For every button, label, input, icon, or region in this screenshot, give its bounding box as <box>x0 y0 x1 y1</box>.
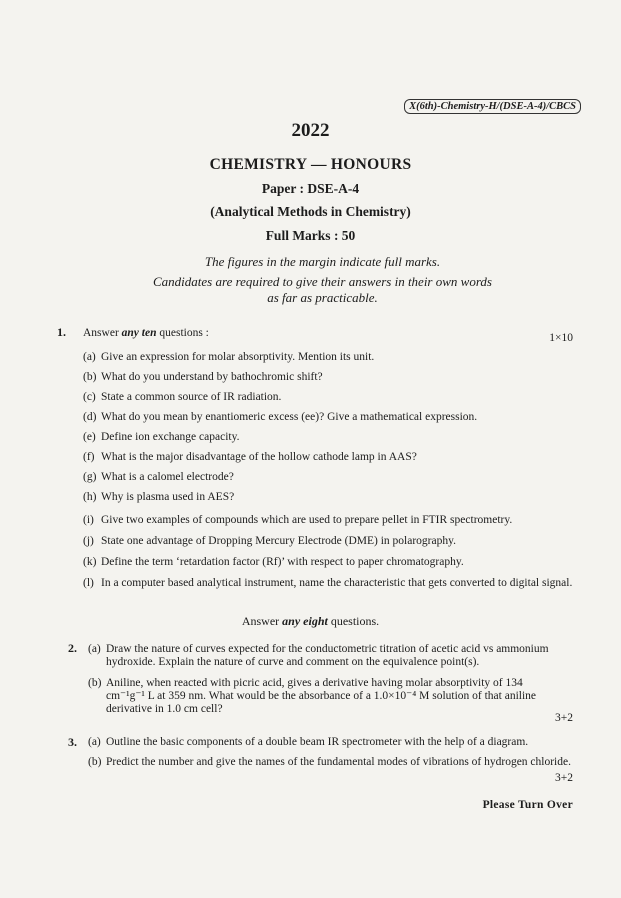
q1-item-h-label: (h) <box>83 491 97 503</box>
q1-item-h-text: Why is plasma used in AES? <box>101 491 235 503</box>
subject-title: CHEMISTRY — HONOURS <box>209 156 412 173</box>
q1-item-k <box>83 556 573 569</box>
q1-prompt-pre: Answer <box>83 327 122 339</box>
q2-part-b <box>88 677 573 716</box>
q1-item-d-text: What do you mean by enantiomeric excess (ee)? Give a mathematical expression. <box>101 411 478 423</box>
q1-item-g-label: (g) <box>83 471 97 483</box>
q1-item-g <box>83 471 573 484</box>
q1-number: 1. <box>57 325 66 339</box>
q1-marks: 1×10 <box>549 332 573 344</box>
q3-part-a <box>88 736 573 749</box>
paper-code: X(6th)-Chemistry-H/(DSE-A-4)/CBCS <box>404 99 581 114</box>
q3-part-b <box>88 756 573 769</box>
q3-part-b-text: Predict the number and give the names of the fundamental modes of vibrations of hydrogen chloride. <box>106 756 571 768</box>
q1-item-b-label: (b) <box>83 371 97 383</box>
q1-item-d-label: (d) <box>83 411 97 423</box>
q1-item-f-text: What is the major disadvantage of the hollow cathode lamp in AAS? <box>101 451 417 463</box>
q1-item-e <box>83 431 573 444</box>
q1-item-c <box>83 391 573 404</box>
q1-item-e-label: (e) <box>83 431 96 443</box>
q1-prompt-emphasis: any ten <box>121 327 157 339</box>
instruction-own-words-line1: Candidates are required to give their answers in their own words <box>153 274 492 289</box>
q1-item-d <box>83 411 573 424</box>
instruction-margin: The figures in the margin indicate full marks. <box>204 254 441 269</box>
please-turn-over: Please Turn Over <box>482 799 573 811</box>
paper-title: (Analytical Methods in Chemistry) <box>210 204 411 219</box>
q1-item-f <box>83 451 573 464</box>
q1-item-j <box>83 535 573 548</box>
q1-item-b <box>83 371 573 384</box>
q1-item-j-label: (j) <box>83 535 94 547</box>
q3-number: 3. <box>68 735 77 749</box>
section-instruction-post: questions. <box>327 614 380 628</box>
q2-part-b-label: (b) <box>88 677 102 689</box>
q1-item-c-label: (c) <box>83 391 96 403</box>
q2-part-a-text: Draw the nature of curves expected for the conductometric titration of acetic acid vs ammonium hydroxide. Explain the nature of curve and comment on the equivalence point(s). <box>106 643 549 668</box>
exam-year: 2022 <box>291 120 330 141</box>
full-marks: Full Marks : 50 <box>265 228 356 243</box>
q1-item-l <box>83 577 573 590</box>
q2-part-a-label: (a) <box>88 643 101 655</box>
q2-part-b-text: Aniline, when reacted with picric acid, gives a derivative having molar absorptivity of 134 cm⁻¹g⁻¹ L at 359 nm. What would be the absorbance of a 1.0×10⁻⁴ M solution of that aniline derivative in 1.0 cm cell? <box>106 677 537 715</box>
q2-marks: 3+2 <box>555 712 573 724</box>
q1-item-a-label: (a) <box>83 351 96 363</box>
q1-item-g-text: What is a calomel electrode? <box>101 471 234 483</box>
q1-item-f-label: (f) <box>83 451 95 463</box>
section-instruction <box>0 614 621 629</box>
q1-prompt-post: questions : <box>156 327 209 339</box>
q2-part-a <box>88 643 573 669</box>
q3-marks: 3+2 <box>555 772 573 784</box>
paper-label: Paper : DSE-A-4 <box>261 181 360 196</box>
q1-item-c-text: State a common source of IR radiation. <box>101 391 282 403</box>
q2-number: 2. <box>68 641 77 655</box>
q1-item-j-text: State one advantage of Dropping Mercury Electrode (DME) in polarography. <box>101 535 456 547</box>
q3-part-a-text: Outline the basic components of a double beam IR spectrometer with the help of a diagram. <box>106 736 529 748</box>
q1-item-l-label: (l) <box>83 577 94 589</box>
instruction-own-words <box>12 274 621 306</box>
q1-item-i-text: Give two examples of compounds which are used to prepare pellet in FTIR spectrometry. <box>101 514 513 526</box>
instruction-own-words-line2: as far as practicable. <box>267 290 378 305</box>
section-instruction-pre: Answer <box>241 614 283 628</box>
q1-prompt <box>83 326 209 340</box>
q1-item-a-text: Give an expression for molar absorptivity. Mention its unit. <box>101 351 375 363</box>
q1-item-k-label: (k) <box>83 556 97 568</box>
q3-part-b-label: (b) <box>88 756 102 768</box>
q1-item-l-text: In a computer based analytical instrument, name the characteristic that gets converted to digital signal. <box>101 577 573 589</box>
q1-item-i-label: (i) <box>83 514 94 526</box>
q1-item-k-text: Define the term ‘retardation factor (Rf)’ with respect to paper chromatography. <box>101 556 464 568</box>
section-instruction-emphasis: any eight <box>282 614 328 628</box>
q1-item-i <box>83 514 573 527</box>
q1-item-h <box>83 491 573 504</box>
q1-item-e-text: Define ion exchange capacity. <box>101 431 240 443</box>
q1-item-a <box>83 351 573 364</box>
q1-item-b-text: What do you understand by bathochromic shift? <box>101 371 323 383</box>
q3-part-a-label: (a) <box>88 736 101 748</box>
